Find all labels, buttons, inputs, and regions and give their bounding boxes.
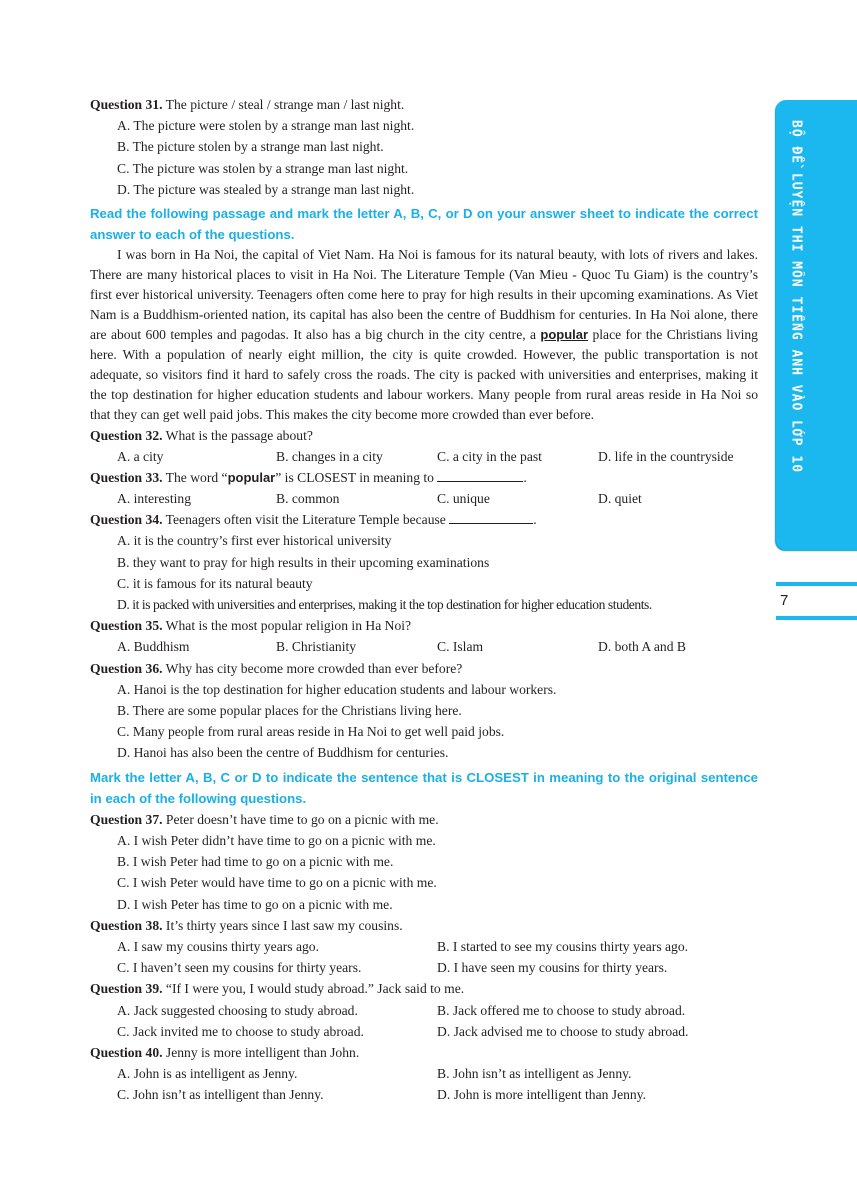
option-c: C. Jack invited me to choose to study abroad. <box>117 1023 364 1039</box>
passage-text-after: place for the Christians living here. With a population of nearly eight million, the city is quite crowded. However, the public transportation is not adequate, so visitors find it hard to safely cross the roads. The city is packed with universities and enterprises, making it the top destination for higher education students and labour workers. Many people from rural areas reside in Ha Noi so that they can get well paid jobs. This makes the city become more crowded than ever before. <box>90 326 758 422</box>
option-c: C. unique <box>437 491 490 507</box>
option-c: C. The picture was stolen by a strange man last night. <box>117 160 409 176</box>
options-row <box>90 936 758 957</box>
passage-text-before: I was born in Ha Noi, the capital of Viet Nam. Ha Noi is famous for its natural beauty, with lots of rivers and lakes. There are many historical places to visit in Ha Noi. The Literature Temple (Van Mieu - Quoc Tu Giam) is the country’s first ever historical university. Teenagers often come here to pray for high results in their upcoming examinations. As Viet Nam is a Buddhism-oriented nation, its capital has also been the centre of Buddhism for centuries. In Ha Noi alone, there are about 600 temples and pagodas. It also has a big church in the city centre, a <box>90 247 758 342</box>
option-a: A. Jack suggested choosing to study abroad. <box>117 1002 358 1018</box>
option-d: D. quiet <box>598 491 642 507</box>
question-37 <box>90 809 758 830</box>
option-a: A. The picture were stolen by a strange man last night. <box>117 118 415 134</box>
question-end: . <box>533 512 537 528</box>
option-b: B. I wish Peter had time to go on a picnic with me. <box>117 854 394 870</box>
option-c: C. Many people from rural areas reside in Ha Noi to get well paid jobs. <box>117 724 505 740</box>
option-a: A. I wish Peter didn’t have time to go on a picnic with me. <box>117 833 436 849</box>
question-36 <box>90 658 758 679</box>
reading-passage <box>90 245 758 424</box>
option-a: A. Buddhism <box>117 639 190 655</box>
option-b: B. changes in a city <box>276 448 383 464</box>
option-a: A. Hanoi is the top destination for higher education students and labour workers. <box>117 681 557 697</box>
option-b: B. There are some popular places for the Christians living here. <box>117 702 462 718</box>
option-b: B. Jack offered me to choose to study abroad. <box>437 1002 686 1018</box>
question-text: It’s thirty years since I last saw my cousins. <box>162 917 403 933</box>
question-end: . <box>523 469 527 485</box>
question-label: Question 39. <box>90 981 163 997</box>
options-row <box>90 446 758 467</box>
question-32 <box>90 425 758 446</box>
question-text: Teenagers often visit the Literature Temple because <box>162 512 450 528</box>
option-a: A. it is the country’s first ever historical university <box>117 533 392 549</box>
question-text: Why has city become more crowded than ever before? <box>162 660 463 676</box>
question-text: What is the most popular religion in Ha Noi? <box>162 618 412 634</box>
option-c: C. it is famous for its natural beauty <box>117 575 313 591</box>
options-row <box>90 636 758 657</box>
option-d: D. I wish Peter has time to go on a picnic with me. <box>117 896 393 912</box>
option-d: D. John is more intelligent than Jenny. <box>437 1087 647 1103</box>
page-number: 7 <box>780 592 789 609</box>
options-row <box>90 1000 758 1021</box>
question-text: “If I were you, I would study abroad.” Jack said to me. <box>162 981 465 997</box>
question-label: Question 37. <box>90 811 163 827</box>
options-row <box>90 957 758 978</box>
options-row <box>90 488 758 509</box>
question-text: Peter doesn’t have time to go on a picnic with me. <box>162 811 439 827</box>
option-a: A. a city <box>117 448 164 464</box>
question-label: Question 35. <box>90 618 163 634</box>
question-label: Question 32. <box>90 427 163 443</box>
option-d: D. I have seen my cousins for thirty years. <box>437 960 668 976</box>
option-a: A. I saw my cousins thirty years ago. <box>117 939 319 955</box>
question-label: Question 31. <box>90 97 163 112</box>
question-keyword: popular <box>227 469 276 485</box>
option-d: D. life in the countryside <box>598 448 734 464</box>
question-label: Question 36. <box>90 660 163 676</box>
question-39 <box>90 978 758 999</box>
option-d: D. it is packed with universities and enterprises, making it the top destination for higher education students. <box>117 597 652 612</box>
worksheet-content <box>90 94 758 1106</box>
option-c: C. John isn’t as intelligent than Jenny. <box>117 1087 324 1103</box>
question-label: Question 33. <box>90 469 163 485</box>
side-tab-title: BỘ ĐỀ LUYỆN THI MÔN TIẾNG ANH VÀO LỚP 10 <box>788 120 804 474</box>
question-38 <box>90 915 758 936</box>
instruction-reading: Read the following passage and mark the letter A, B, C, or D on your answer sheet to indicate the correct answer to each of the questions. <box>90 205 758 243</box>
page-number-rule-bottom <box>776 616 857 620</box>
question-text: The picture / steal / strange man / last night. <box>162 97 405 112</box>
question-label: Question 34. <box>90 512 163 528</box>
page-number-rule-top <box>776 582 857 586</box>
option-b: B. I started to see my cousins thirty years ago. <box>437 939 689 955</box>
option-c: C. a city in the past <box>437 448 542 464</box>
options-row <box>90 1084 758 1105</box>
option-b: B. they want to pray for high results in their upcoming examinations <box>117 554 490 570</box>
question-35 <box>90 615 758 636</box>
option-b: B. The picture stolen by a strange man last night. <box>117 139 384 155</box>
option-c: C. Islam <box>437 639 484 655</box>
option-d: D. Hanoi has also been the centre of Buddhism for centuries. <box>117 745 449 761</box>
question-text-after: ” is CLOSEST in meaning to <box>275 469 438 485</box>
question-text-before: The word “ <box>162 469 228 485</box>
question-31 <box>90 94 758 115</box>
option-d: D. The picture was stealed by a strange man last night. <box>117 181 415 197</box>
question-40 <box>90 1042 758 1063</box>
answer-blank <box>449 511 533 524</box>
option-b: B. John isn’t as intelligent as Jenny. <box>437 1066 632 1082</box>
option-a: A. interesting <box>117 491 191 507</box>
option-c: C. I haven’t seen my cousins for thirty years. <box>117 960 362 976</box>
options-row <box>90 1063 758 1084</box>
option-c: C. I wish Peter would have time to go on a picnic with me. <box>117 875 437 891</box>
option-d: D. Jack advised me to choose to study abroad. <box>437 1023 689 1039</box>
question-label: Question 40. <box>90 1044 163 1060</box>
question-text: Jenny is more intelligent than John. <box>162 1044 360 1060</box>
options-row <box>90 1021 758 1042</box>
answer-blank <box>437 469 523 482</box>
question-text: What is the passage about? <box>162 427 313 443</box>
question-33 <box>90 467 758 488</box>
option-b: B. common <box>276 491 340 507</box>
passage-keyword: popular <box>540 326 589 342</box>
question-label: Question 38. <box>90 917 163 933</box>
option-a: A. John is as intelligent as Jenny. <box>117 1066 298 1082</box>
option-b: B. Christianity <box>276 639 357 655</box>
option-d: D. both A and B <box>598 639 686 655</box>
instruction-closest-meaning: Mark the letter A, B, C or D to indicate the sentence that is CLOSEST in meaning to the original sentence in each of the following questions. <box>90 769 758 806</box>
question-34 <box>90 509 758 530</box>
